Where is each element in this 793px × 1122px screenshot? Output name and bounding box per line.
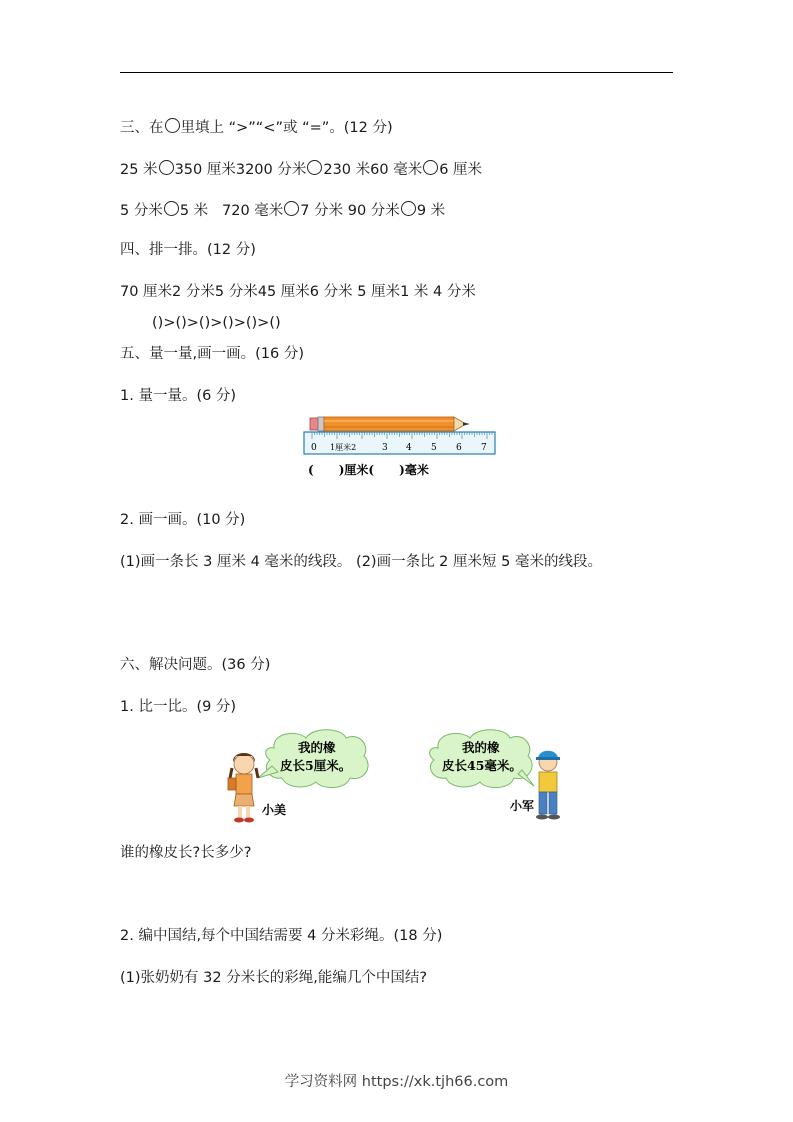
q3-item: 5 分米 — [120, 203, 163, 219]
girl-icon — [228, 753, 258, 823]
ruler-label: 4 — [406, 443, 412, 453]
q3-title — [120, 118, 393, 138]
circle-blank[interactable] — [423, 160, 438, 175]
bubble-right-line2: 皮长45毫米。 — [442, 758, 522, 773]
circle-blank[interactable] — [159, 160, 174, 175]
name-right: 小军 — [510, 799, 535, 813]
name-left: 小美 — [262, 803, 287, 817]
q3-title-end: 里填上 “>”“<”或 “=”。(12 分) — [180, 120, 393, 136]
ruler-label: 3 — [382, 443, 388, 453]
circle-blank[interactable] — [284, 201, 299, 216]
q3-item: 6 厘米 — [439, 162, 483, 178]
q6-sub2: 2. 编中国结,每个中国结需要 4 分米彩绳。(18 分) — [120, 928, 443, 944]
pencil-ruler-figure — [300, 412, 500, 482]
circle-blank[interactable] — [165, 118, 180, 133]
ruler-label: 5 — [431, 443, 437, 453]
compare-figure — [222, 726, 567, 828]
q6-title: 六、解决问题。(36 分) — [120, 657, 271, 673]
header-rule — [120, 72, 673, 73]
pencil-icon — [310, 417, 470, 431]
ruler-label: 1厘米2 — [330, 443, 357, 452]
q6-sub2-q1: (1)张奶奶有 32 分米长的彩绳,能编几个中国结? — [120, 970, 428, 986]
q3-row-1 — [120, 160, 482, 180]
footer-watermark: 学习资料网 https://xk.tjh66.com — [284, 1074, 509, 1090]
bubble-left-line1: 我的橡 — [298, 740, 336, 755]
ruler-label: 0 — [311, 443, 317, 453]
q3-item: 7 分米 90 分米 — [300, 203, 400, 219]
bubble-right-line1: 我的橡 — [462, 740, 500, 755]
q4-blanks[interactable]: ()>()>()>()>()>() — [152, 315, 281, 331]
q3-item: 230 米60 毫米 — [323, 162, 423, 178]
q4-title: 四、排一排。(12 分) — [120, 242, 256, 258]
q4-items: 70 厘米2 分米5 分米45 厘米6 分米 5 厘米1 米 4 分米 — [120, 284, 476, 300]
q5-title: 五、量一量,画一画。(16 分) — [120, 346, 304, 362]
boy-icon — [536, 751, 560, 820]
q3-item: 5 米 720 毫米 — [179, 203, 284, 219]
circle-blank[interactable] — [307, 160, 322, 175]
q3-item: 350 厘米3200 分米 — [174, 162, 307, 178]
q3-row-2 — [120, 201, 445, 221]
q3-title-start: 三、在 — [120, 120, 164, 136]
q5-sub2-text: (1)画一条长 3 厘米 4 毫米的线段。 (2)画一条比 2 厘米短 5 毫米的线段。 — [120, 554, 602, 570]
q3-item: 25 米 — [120, 162, 158, 178]
ruler-label: 6 — [456, 443, 462, 453]
q5-sub1: 1. 量一量。(6 分) — [120, 388, 237, 404]
circle-blank[interactable] — [401, 201, 416, 216]
ruler-label: 7 — [481, 443, 487, 453]
bubble-left-line2: 皮长5厘米。 — [280, 758, 352, 773]
q6-question: 谁的橡皮长?长多少? — [120, 845, 252, 861]
q6-sub1: 1. 比一比。(9 分) — [120, 699, 237, 715]
q3-item: 9 米 — [416, 203, 446, 219]
ruler-answer[interactable]: ( )厘米( )毫米 — [308, 463, 429, 477]
circle-blank[interactable] — [164, 201, 179, 216]
q5-sub2: 2. 画一画。(10 分) — [120, 512, 246, 528]
